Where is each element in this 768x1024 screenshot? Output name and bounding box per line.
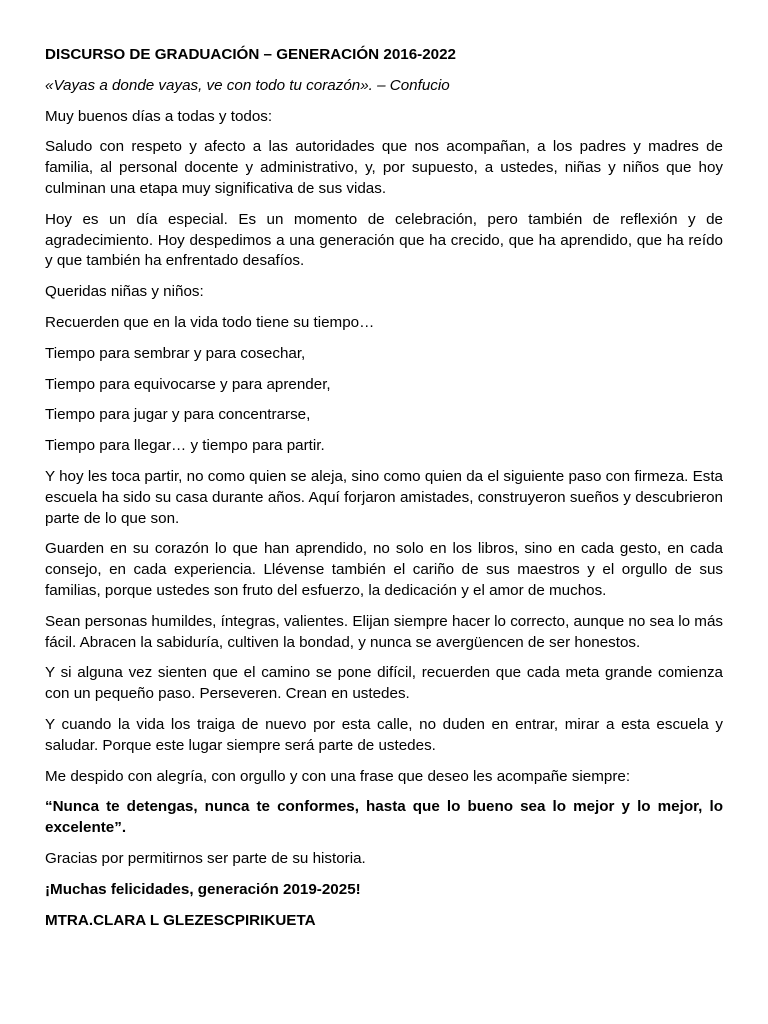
paragraph-be-humble: Sean personas humildes, íntegras, valientes. Elijan siempre hacer lo correcto, aunque no sea lo más fácil. Abracen la sabiduría, cultiven la bondad, y nunca se avergüencen de ser honestos. [45,612,723,651]
epigraph [45,76,723,97]
document-title: DISCURSO DE GRADUACIÓN – GENERACIÓN 2016-2022 [45,46,457,63]
paragraph-dear-children: Queridas niñas y niños: [45,283,204,301]
thanks-line: Gracias por permitirnos ser parte de su historia. [45,849,366,867]
greeting: Muy buenos días a todas y todos: [45,107,273,125]
line-time-arrive: Tiempo para llegar… y tiempo para partir. [45,437,325,455]
paragraph-departure: Y hoy les toca partir, no como quien se aleja, sino como quien da el siguiente paso con firmeza. Esta escuela ha sido su casa durante años. Aquí forjaron amistades, construyeron sueños y descubrieron parte de lo que son. [45,467,723,527]
paragraph-keep-heart: Guarden en su corazón lo que han aprendido, no solo en los libros, sino en cada gesto, en cada consejo, en cada experiencia. Llévense también el cariño de sus maestros y el orgullo de sus familias, porque ustedes son fruto del esfuerzo, la dedicación y el amor de muchos. [45,540,723,599]
line-time-play: Tiempo para jugar y para concentrarse, [45,406,311,424]
paragraph-return: Y cuando la vida los traiga de nuevo por esta calle, no duden en entrar, mirar a esta escuela y saludar. Porque este lugar siempre será parte de ustedes. [45,715,723,754]
congratulations-line: ¡Muchas felicidades, generación 2019-2025! [45,880,361,898]
closing-quote: “Nunca te detengas, nunca te conformes, hasta que lo bueno sea lo mejor y lo mejor, lo excelente”. [45,798,723,837]
epigraph-quote: «Vayas a donde vayas, ve con todo tu corazón». [45,76,373,94]
epigraph-author: – Confucio [372,76,450,94]
signature: MTRA.CLARA L GLEZESCPIRIKUETA [45,911,316,929]
line-time-sow: Tiempo para sembrar y para cosechar, [45,344,306,362]
paragraph-persevere: Y si alguna vez sienten que el camino se pone difícil, recuerden que cada meta grande comienza con un pequeño paso. Perseveren. Crean en ustedes. [45,664,723,703]
paragraph-salutation: Saludo con respeto y afecto a las autoridades que nos acompañan, a los padres y madres de familia, al personal docente y administrativo, y, por supuesto, a ustedes, niñas y niños que hoy culminan una etapa muy significativa de sus vidas. [45,138,723,197]
paragraph-remember: Recuerden que en la vida todo tiene su tiempo… [45,313,375,331]
paragraph-farewell: Me despido con alegría, con orgullo y con una frase que deseo les acompañe siempre: [45,767,631,785]
paragraph-special-day: Hoy es un día especial. Es un momento de celebración, pero también de reflexión y de agradecimiento. Hoy despedimos a una generación que ha crecido, que ha aprendido, que ha reído y que también ha enfrentado desafíos. [45,210,723,270]
speech-document [45,45,723,931]
line-time-mistake: Tiempo para equivocarse y para aprender, [45,375,331,393]
